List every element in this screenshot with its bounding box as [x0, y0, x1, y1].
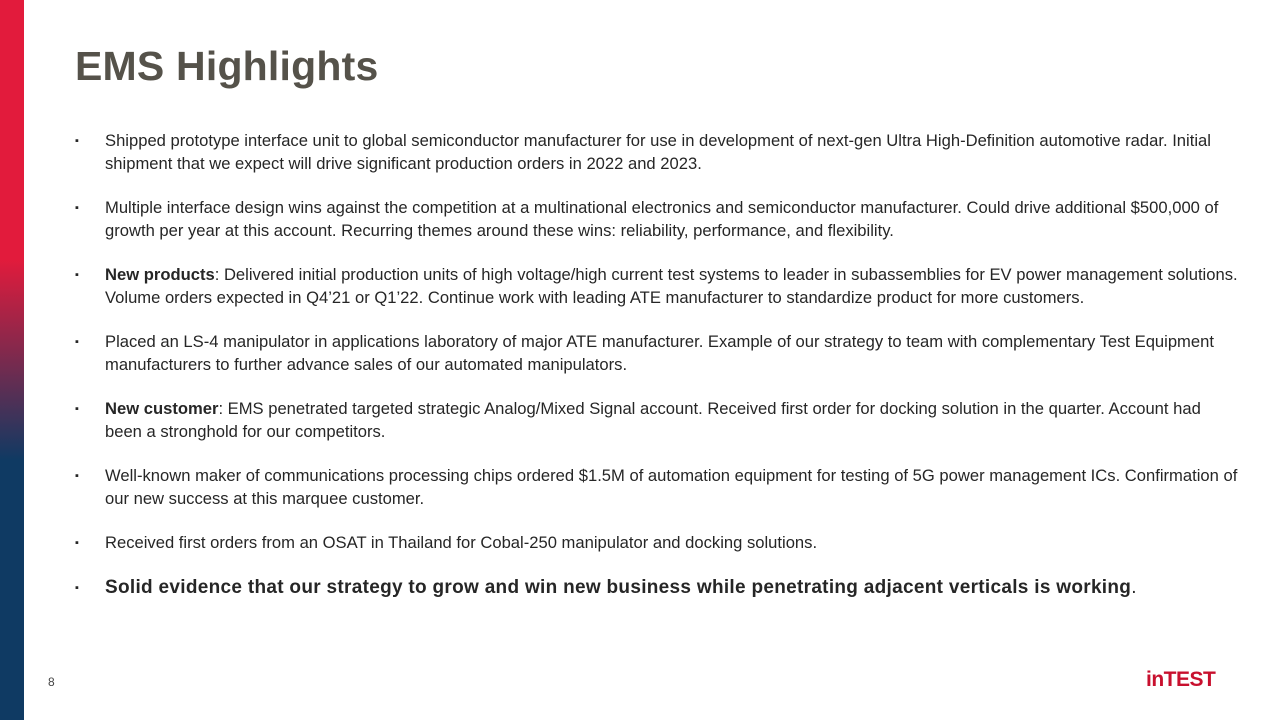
bullet-item — [75, 465, 1240, 510]
bullet-lead: New products — [105, 265, 215, 284]
side-accent-bar — [0, 0, 24, 720]
bullet-lead: New customer — [105, 399, 219, 418]
square-bullet-icon: ▪ — [75, 202, 79, 214]
intest-logo: inTEST — [1146, 668, 1216, 691]
bullet-text: Received first orders from an OSAT in Thailand for Cobal-250 manipulator and docking solutions. — [105, 533, 818, 552]
bullet-text: . — [1131, 576, 1137, 598]
square-bullet-icon: ▪ — [75, 581, 80, 594]
bullet-text: Multiple interface design wins against the competition at a multinational electronics and semiconductor manufacturer. Could drive additional $500,000 of growth per year at this account. Recurring themes around these wins: reliability, performance, and flexibility. — [105, 198, 1219, 240]
square-bullet-icon: ▪ — [75, 336, 79, 348]
bullet-text: Shipped prototype interface unit to global semiconductor manufacturer for use in development of next-gen Ultra High-Definition automotive radar. Initial shipment that we expect will drive significant production orders in 2022 and 2023. — [105, 131, 1211, 173]
highlights-list — [75, 130, 1240, 599]
bullet-item — [75, 130, 1240, 175]
square-bullet-icon: ▪ — [75, 135, 79, 147]
bullet-lead: Solid evidence that our strategy to grow and win new business while penetrating adjacent verticals is working — [105, 576, 1132, 598]
square-bullet-icon: ▪ — [75, 403, 79, 415]
page-number: 8 — [48, 675, 55, 689]
bullet-item-conclusion — [75, 577, 1240, 600]
bullet-item — [75, 532, 1240, 555]
bullet-text: : EMS penetrated targeted strategic Analog/Mixed Signal account. Received first order for docking solution in the quarter. Account had been a stronghold for our competitors. — [105, 399, 1201, 441]
square-bullet-icon: ▪ — [75, 269, 79, 281]
bullet-text: : Delivered initial production units of high voltage/high current test systems to leader in subassemblies for EV power management solutions. Volume orders expected in Q4’21 or Q1’22. Continue work with leading ATE manufacturer to standardize product for more customers. — [105, 265, 1238, 307]
bullet-text: Well-known maker of communications processing chips ordered $1.5M of automation equipment for testing of 5G power management ICs. Confirmation of our new success at this marquee customer. — [105, 466, 1238, 508]
slide-title: EMS Highlights — [75, 43, 379, 89]
bullet-item — [75, 331, 1240, 376]
bullet-item — [75, 197, 1240, 242]
bullet-item — [75, 264, 1240, 309]
square-bullet-icon: ▪ — [75, 470, 79, 482]
square-bullet-icon: ▪ — [75, 537, 79, 549]
bullet-item — [75, 398, 1240, 443]
bullet-text: Placed an LS-4 manipulator in applications laboratory of major ATE manufacturer. Example of our strategy to team with complementary Test Equipment manufacturers to further advance sales of our automated manipulators. — [105, 332, 1214, 374]
